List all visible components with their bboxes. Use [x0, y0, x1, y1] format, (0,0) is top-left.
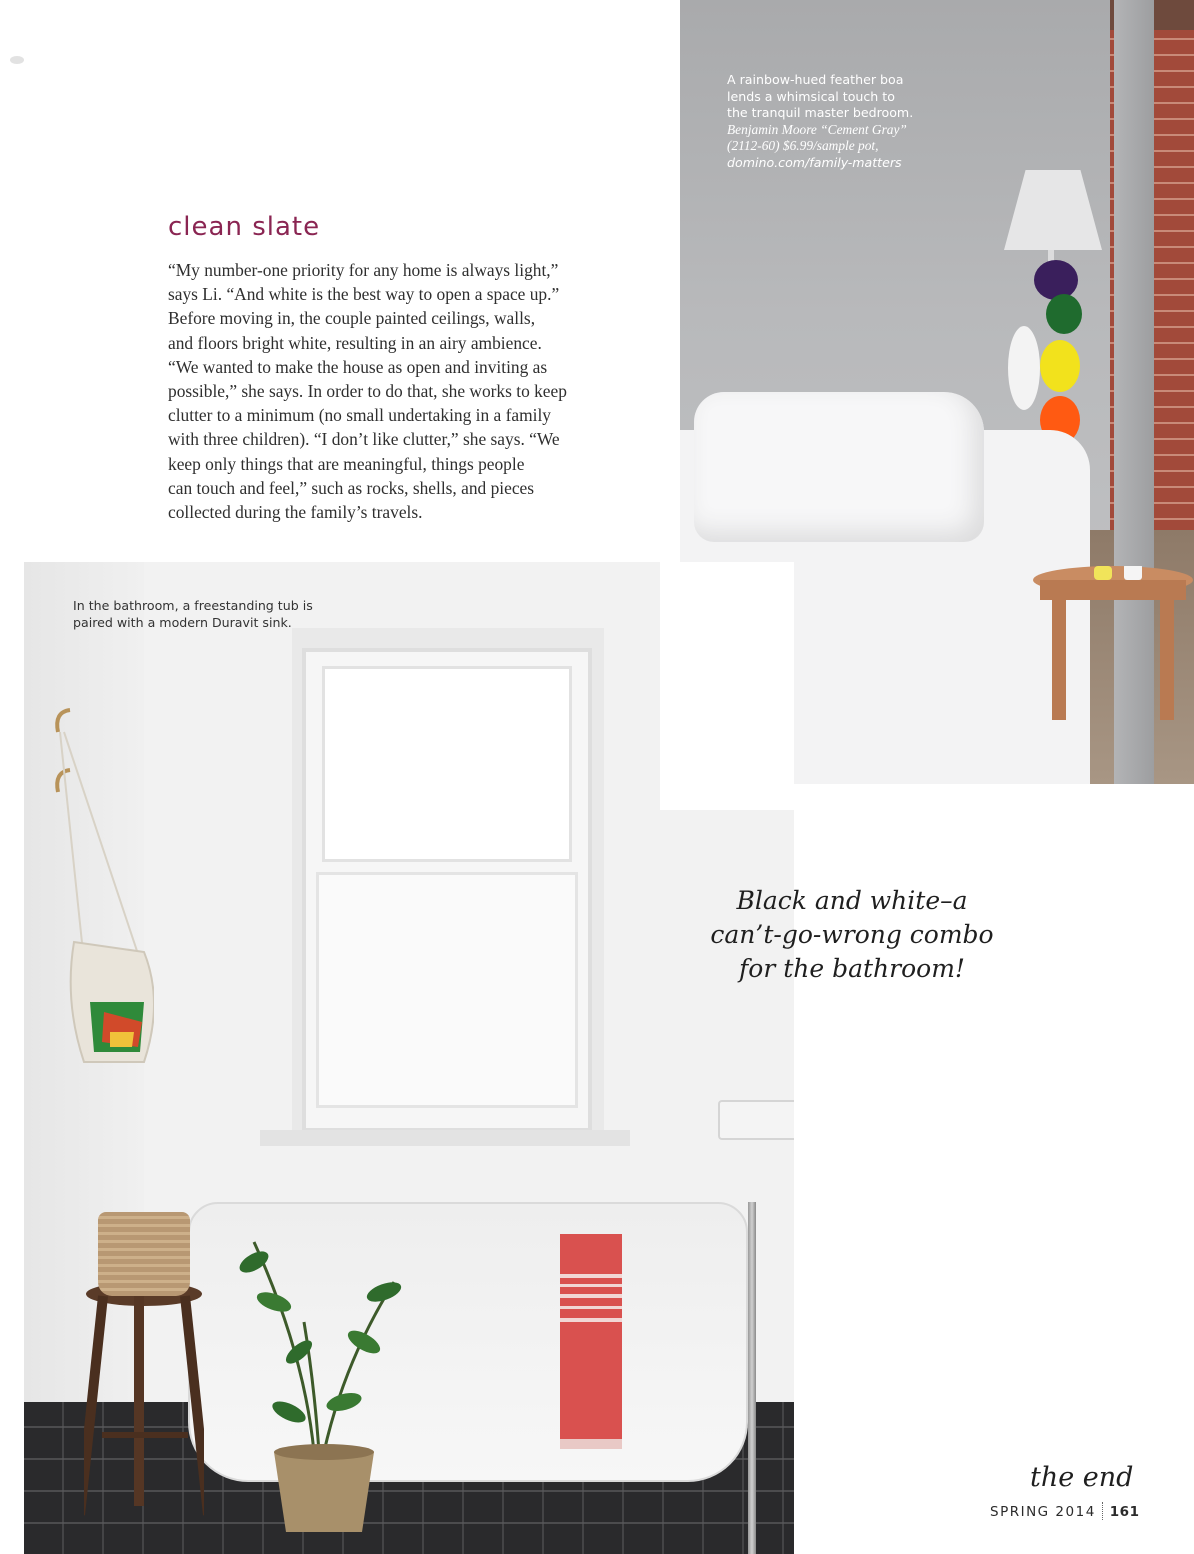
scan-smudge [10, 56, 24, 64]
paint-credit: Benjamin Moore “Cement Gray” [727, 121, 907, 137]
page-folio [990, 1502, 1139, 1520]
caption-line: A rainbow-hued feather boa [727, 72, 904, 87]
article-body [168, 258, 653, 524]
sink [718, 1100, 794, 1140]
bathroom-photo [24, 562, 794, 1554]
body-line: collected during the family’s travels. [168, 502, 423, 523]
body-line: says Li. “And white is the best way to open a space up.” [168, 284, 560, 305]
folio-divider [1102, 1502, 1104, 1520]
caption-url: domino.com/family-matters [727, 154, 902, 170]
article-heading: clean slate [168, 212, 321, 242]
wooden-stool [84, 1282, 204, 1522]
sign-off: the end [1030, 1462, 1134, 1493]
lampshade [1004, 170, 1102, 250]
paint-credit: (2112-60) $6.99/sample pot, [727, 138, 879, 154]
bedroom-caption [727, 72, 957, 172]
mesh-bag-on-hook [44, 702, 154, 1102]
body-line: Before moving in, the couple painted ceilings, walls, [168, 308, 536, 329]
body-line: clutter to a minimum (no small undertaking in a family [168, 405, 551, 426]
boa-green [1046, 294, 1082, 334]
body-line: “My number-one priority for any home is always light,” [168, 260, 559, 280]
window-sill [260, 1130, 630, 1146]
sink-leg [748, 1202, 756, 1554]
boa-purple [1034, 260, 1078, 300]
boa-white [1008, 326, 1040, 410]
callout-line: Black and white–a [736, 886, 968, 915]
body-line: can touch and feel,” such as rocks, shells, and pieces [168, 477, 535, 498]
caption-line: lends a whimsical touch to [727, 88, 895, 104]
body-line: and floors bright white, resulting in an airy ambience. [168, 332, 542, 353]
page-number: 161 [1109, 1504, 1140, 1520]
woven-basket [98, 1212, 190, 1296]
issue-label: SPRING 2014 [990, 1504, 1096, 1520]
potted-plant [194, 1202, 424, 1542]
body-line: with three children). “I don’t like clutter,” she says. “We [168, 429, 560, 450]
callout-line: can’t-go-wrong combo [710, 920, 994, 949]
body-line: keep only things that are meaningful, things people [168, 453, 525, 474]
caption-line: the tranquil master bedroom. [727, 105, 914, 121]
page-cutout [660, 562, 794, 810]
callout-line: for the bathroom! [739, 954, 965, 983]
body-line: “We wanted to make the house as open and inviting as [168, 356, 548, 377]
pillow [694, 392, 984, 542]
window-upper-pane [322, 666, 572, 862]
striped-towel [554, 1234, 628, 1454]
side-stool [1032, 566, 1194, 726]
caption-line: In the bathroom, a freestanding tub is [73, 598, 313, 613]
boa-yellow [1040, 340, 1080, 392]
bathroom-caption [73, 598, 373, 632]
caption-line: paired with a modern Duravit sink. [73, 614, 292, 630]
body-line: possible,” she says. In order to do that, she works to keep [168, 381, 567, 402]
handwritten-callout [692, 884, 1012, 986]
window-lower-pane [316, 872, 578, 1108]
